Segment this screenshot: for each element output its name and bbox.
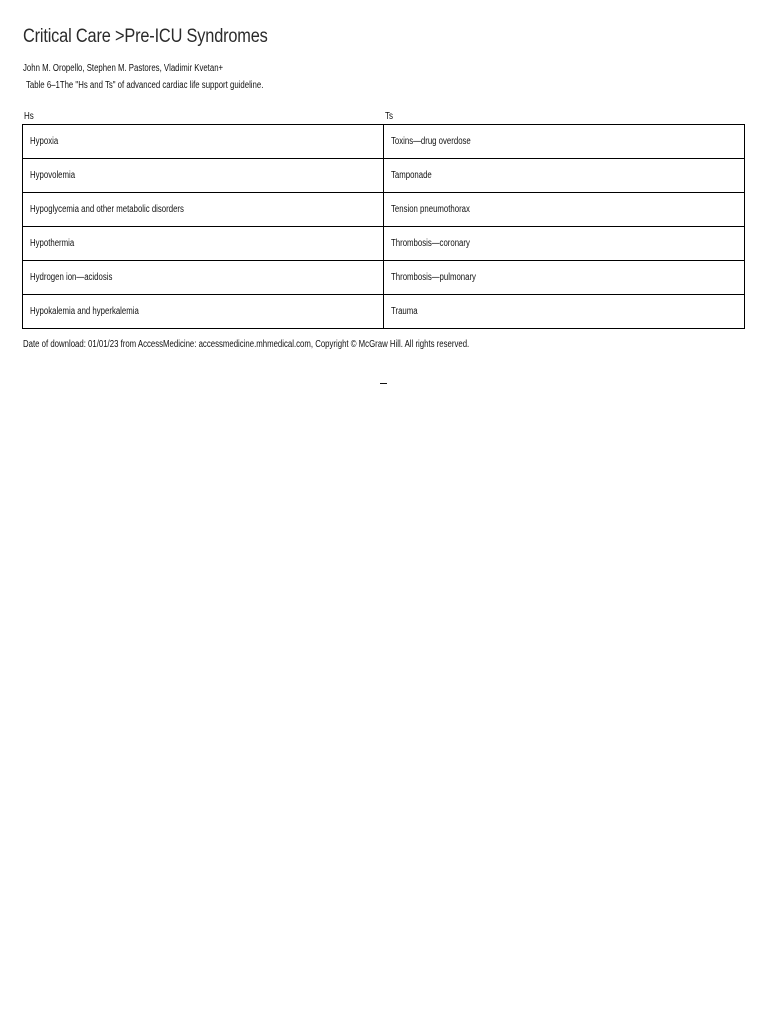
table-cell-hs: Hypovolemia [23, 159, 384, 193]
table-cell-ts: Thrombosis—coronary [384, 227, 745, 261]
table-cell-ts: Toxins—drug overdose [384, 125, 745, 159]
table-caption: Table 6–1The "Hs and Ts" of advanced cardiac life support guideline. [26, 80, 264, 91]
table-cell-hs: Hypoxia [23, 125, 384, 159]
table-cell-ts: Thrombosis—pulmonary [384, 261, 745, 295]
column-header-hs: Hs [24, 111, 34, 122]
table-row [23, 295, 745, 329]
authors-line: John M. Oropello, Stephen M. Pastores, Vladimir Kvetan+ [23, 63, 224, 74]
table-row [23, 227, 745, 261]
table-cell-hs: Hypoglycemia and other metabolic disorders [23, 193, 384, 227]
table-row [23, 193, 745, 227]
separator-dash [380, 383, 387, 384]
table-cell-hs: Hypokalemia and hyperkalemia [23, 295, 384, 329]
table-row [23, 159, 745, 193]
table-cell-hs: Hydrogen ion—acidosis [23, 261, 384, 295]
download-footer: Date of download: 01/01/23 from AccessMedicine: accessmedicine.mhmedical.com, Copyright © McGraw Hill. All rights reserved. [23, 339, 470, 350]
table-cell-hs: Hypothermia [23, 227, 384, 261]
page-title: Critical Care >Pre-ICU Syndromes [23, 26, 268, 47]
table-row [23, 125, 745, 159]
hs-ts-table [22, 124, 745, 329]
column-header-ts: Ts [385, 111, 393, 122]
table-cell-ts: Tamponade [384, 159, 745, 193]
table-row [23, 261, 745, 295]
table-cell-ts: Tension pneumothorax [384, 193, 745, 227]
table-cell-ts: Trauma [384, 295, 745, 329]
